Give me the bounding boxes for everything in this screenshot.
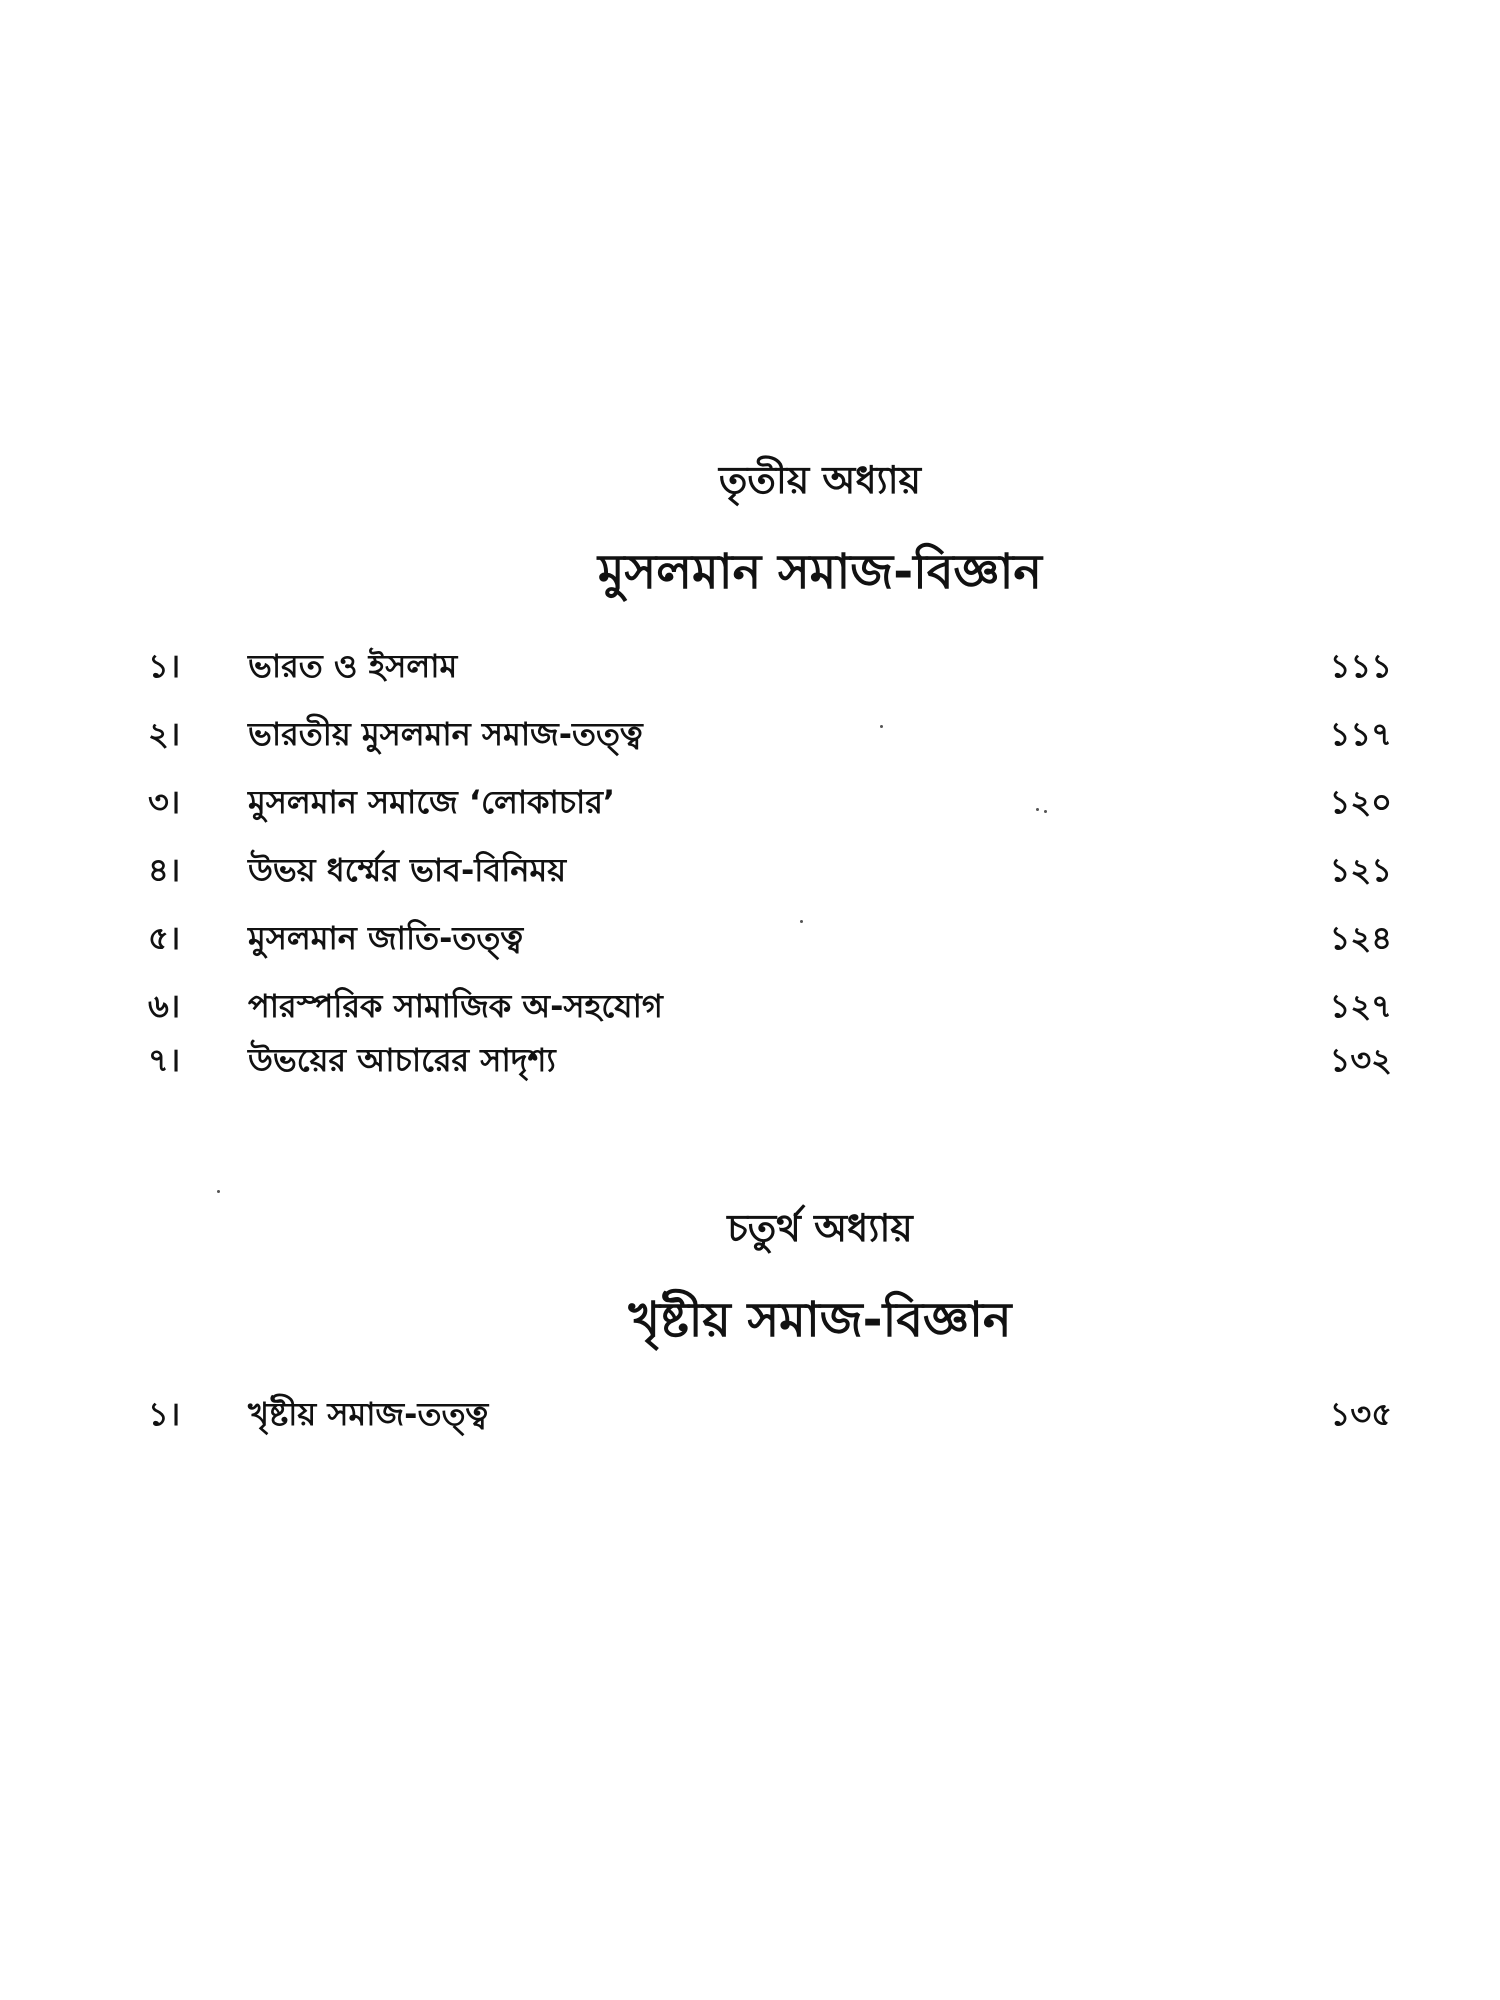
toc-entry [0, 1036, 1500, 1104]
toc-entry [0, 846, 1500, 914]
toc-entry [0, 778, 1500, 846]
toc-entry-title: মুসলমান সমাজে ‘লোকাচার’ [248, 783, 616, 821]
scan-speck [880, 725, 883, 728]
toc-entry-page: ১৩৫ [1329, 1395, 1392, 1433]
toc-entry-title: পারস্পরিক সামাজিক অ-সহযোগ [248, 987, 663, 1025]
toc-entry-number: ৬। [148, 987, 181, 1025]
chapter-three [0, 452, 1500, 1104]
chapter-label: তৃতীয় অধ্যায় [718, 458, 922, 502]
scan-speck [1044, 810, 1047, 813]
toc-entry-page: ১২৭ [1329, 987, 1392, 1025]
toc-entry-page: ১১১ [1329, 647, 1392, 685]
toc-entry-number: ৩। [148, 783, 181, 821]
toc-entry [0, 914, 1500, 982]
chapter-four [0, 1200, 1500, 1458]
toc-entry-number: ৪। [148, 851, 181, 889]
toc-entry [0, 1390, 1500, 1458]
toc-entry-title: উভয়ের আচারের সাদৃশ্য [248, 1041, 556, 1079]
toc-entry-page: ১২১ [1329, 851, 1392, 889]
toc-entry-number: ২। [148, 715, 181, 753]
scan-speck [217, 1190, 220, 1193]
toc-entry-number: ৫। [148, 919, 181, 957]
toc-entry-title: খৃষ্টীয় সমাজ-তত্ত্ব [248, 1395, 489, 1433]
toc-entry-title: ভারতীয় মুসলমান সমাজ-তত্ত্ব [248, 715, 643, 753]
toc-entry-title: মুসলমান জাতি-তত্ত্ব [248, 919, 524, 957]
chapter-title: খৃষ্টীয় সমাজ-বিজ্ঞান [628, 1292, 1012, 1348]
table-of-contents [0, 1390, 1500, 1458]
table-of-contents [0, 642, 1500, 1104]
toc-entry-number: ১। [148, 647, 181, 685]
toc-entry-page: ১২৪ [1329, 919, 1392, 957]
toc-entry-title: উভয় ধর্ম্মের ভাব-বিনিময় [248, 851, 567, 889]
chapter-title: মুসলমান সমাজ-বিজ্ঞান [597, 544, 1043, 600]
toc-entry [0, 710, 1500, 778]
toc-entry [0, 642, 1500, 710]
toc-entry-page: ১৩২ [1329, 1041, 1392, 1079]
scan-speck [800, 920, 803, 923]
scan-speck [1036, 808, 1039, 811]
toc-entry-title: ভারত ও ইসলাম [248, 647, 458, 685]
toc-entry-page: ১১৭ [1329, 715, 1392, 753]
toc-entry-page: ১২০ [1329, 783, 1392, 821]
chapter-label: চতুর্থ অধ্যায় [727, 1206, 913, 1250]
toc-entry [0, 982, 1500, 1036]
toc-entry-number: ১। [148, 1395, 181, 1433]
toc-entry-number: ৭। [148, 1041, 181, 1079]
